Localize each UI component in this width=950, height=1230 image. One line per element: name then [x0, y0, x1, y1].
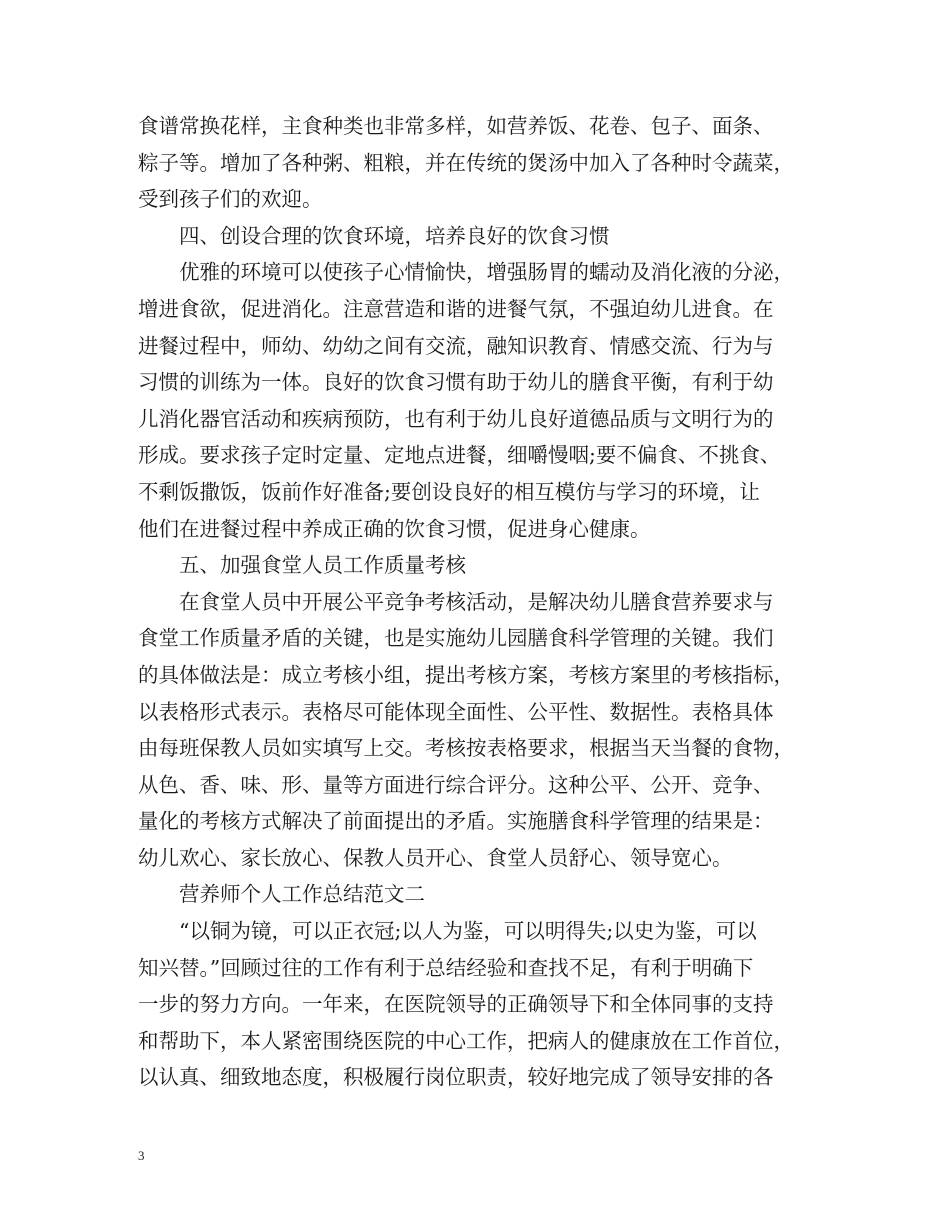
- text-line: 形成。要求孩子定时定量、定地点进餐，细嚼慢咽;要不偏食、不挑食、: [138, 443, 781, 468]
- text-line: 增进食欲，促进消化。注意营造和谐的进餐气氛，不强迫幼儿进食。在: [138, 296, 774, 321]
- text-line: 知兴替。”回顾过往的工作有利于总结经验和查找不足，有利于明确下: [138, 955, 754, 980]
- text-line: 和帮助下，本人紧密围绕医院的中心工作，把病人的健康放在工作首位，: [138, 1028, 794, 1053]
- text-line: 在食堂人员中开展公平竞争考核活动，是解决幼儿膳食营养要求与: [179, 589, 774, 614]
- text-line: 量化的考核方式解决了前面提出的矛盾。实施膳食科学管理的结果是：: [138, 809, 774, 834]
- page-number: 3: [138, 1148, 145, 1163]
- text-line: 食谱常换花样，主食种类也非常多样，如营养饭、花卷、包子、面条、: [138, 114, 774, 138]
- text-line: 以认真、细致地态度，积极履行岗位职责，较好地完成了领导安排的各: [138, 1065, 774, 1090]
- text-line: 以表格形式表示。表格尽可能体现全面性、公平性、数据性。表格具体: [138, 699, 774, 724]
- text-line: 一步的努力方向。一年来，在医院领导的正确领导下和全体同事的支持: [138, 992, 774, 1017]
- text-line: 粽子等。增加了各种粥、粗粮，并在传统的煲汤中加入了各种时令蔬菜，: [138, 150, 794, 175]
- text-line: 优雅的环境可以使孩子心情愉快，增强肠胃的蠕动及消化液的分泌，: [179, 260, 794, 285]
- text-line: 习惯的训练为一体。良好的饮食习惯有助于幼儿的膳食平衡，有利于幼: [138, 370, 774, 395]
- text-line: 食堂工作质量矛盾的关键，也是实施幼儿园膳食科学管理的关键。我们: [138, 626, 774, 651]
- text-line: 不剩饭撒饭，饭前作好准备;要创设良好的相互模仿与学习的环境，让: [138, 479, 760, 504]
- text-line: 的具体做法是：成立考核小组，提出考核方案，考核方案里的考核指标，: [138, 662, 794, 687]
- text-line: 进餐过程中，师幼、幼幼之间有交流，融知识教育、情感交流、行为与: [138, 333, 774, 358]
- text-line: 受到孩子们的欢迎。: [138, 187, 323, 212]
- text-line: 幼儿欢心、家长放心、保教人员开心、食堂人员舒心、领导宽心。: [138, 845, 733, 870]
- text-line: 从色、香、味、形、量等方面进行综合评分。这种公平、公开、竞争、: [138, 772, 774, 797]
- text-line: 四、创设合理的饮食环境，培养良好的饮食习惯: [179, 223, 610, 248]
- text-line: 他们在进餐过程中养成正确的饮食习惯，促进身心健康。: [138, 516, 651, 541]
- document-body: [138, 108, 828, 1096]
- text-line: 营养师个人工作总结范文二: [179, 882, 425, 907]
- text-line: “以铜为镜，可以正衣冠;以人为鉴，可以明得失;以史为鉴，可以: [179, 919, 757, 944]
- text-line: 儿消化器官活动和疾病预防，也有利于幼儿良好道德品质与文明行为的: [138, 406, 774, 431]
- text-line: 由每班保教人员如实填写上交。考核按表格要求，根据当天当餐的食物，: [138, 736, 794, 761]
- text-line: 五、加强食堂人员工作质量考核: [179, 553, 466, 578]
